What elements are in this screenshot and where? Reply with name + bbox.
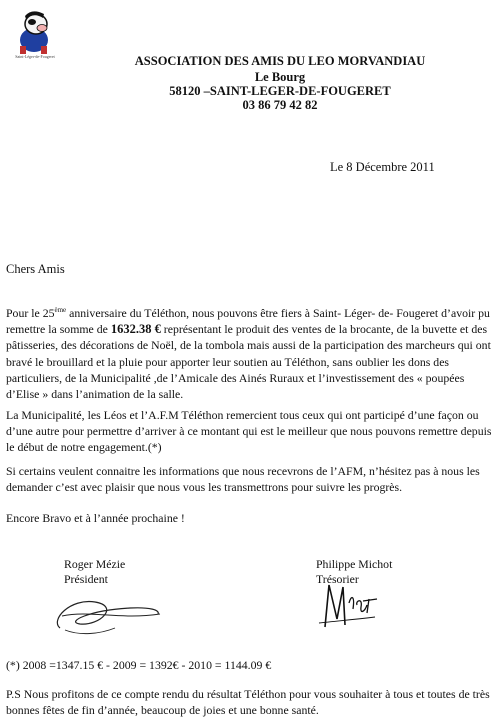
letter-date: Le 8 Décembre 2011: [330, 160, 435, 174]
treasurer-name: Philippe Michot: [316, 557, 393, 571]
association-logo: [10, 6, 60, 56]
p1-superscript: ème: [54, 306, 67, 315]
greeting: Chers Amis: [6, 262, 65, 276]
donation-amount: 1632.38 €: [110, 322, 161, 337]
postal-city-line: 58120 –SAINT-LEGER-DE-FOUGERET: [169, 84, 391, 98]
paragraph-thanks: La Municipalité, les Léos et l’A.F.M Téléthon remercient tous ceux qui ont participé d’une façon ou d’une autre pour permettre d’arriver à ce montant qui est le meilleur que nous pouvons remettre depuis le début de notre engagement.(*): [6, 408, 492, 455]
paragraph-closing: Encore Bravo et à l’année prochaine !: [6, 511, 185, 525]
p1-text-c: représentant le produit des ventes de la brocante, de la buvette et des pâtisseries, des décorations de Noël, de la tombola mais aussi de la participation des marcheurs qui ont bravé le brouillard et la pluie pour apporter leur soutien au Téléthon, sans oublier les dons des particuliers, de la Municipalité ,de l’Amicale des Ainés Ruraux et l’investissement des « poupées d’Elise » dans l’animation de la salle.: [6, 322, 491, 402]
phone-number: 03 86 79 42 82: [242, 98, 318, 112]
president-signature: [40, 580, 170, 640]
logo-caption: Saint-Léger-de-Fougeret: [15, 54, 55, 59]
address-line: Le Bourg: [254, 70, 306, 84]
president-name: Roger Mézie: [64, 557, 126, 571]
p1-text-b: anniversaire du Téléthon, nous pouvons être fiers à Saint- Léger- de- Fougeret d’avoir pu remettre la somme de: [6, 306, 490, 337]
previous-years-footnote: (*) 2008 =1347.15 € - 2009 = 1392€ - 2010 = 1144.09 €: [6, 658, 272, 672]
president-role: Président: [64, 572, 108, 586]
paragraph-information: Si certains veulent connaitre les informations que nous recevrons de l’AFM, n’hésitez pas à nous les demander c’est avec plaisir que nous vous les transmettrons pour suivre les progrès.: [6, 464, 480, 495]
paragraph-telethon-result: [6, 305, 494, 402]
association-name: ASSOCIATION DES AMIS DU LEO MORVANDIAU: [134, 54, 426, 68]
treasurer-signature: [305, 575, 395, 635]
treasurer-role: Trésorier: [316, 572, 359, 586]
p1-text-a: Pour le 25: [6, 306, 55, 320]
postscript: P.S Nous profitons de ce compte rendu du résultat Téléthon pour vous souhaiter à tous et toutes de très bonnes fêtes de fin d’année, beaucoup de joies et une bonne santé.: [6, 687, 490, 717]
cow-mascot-icon: [10, 6, 60, 56]
